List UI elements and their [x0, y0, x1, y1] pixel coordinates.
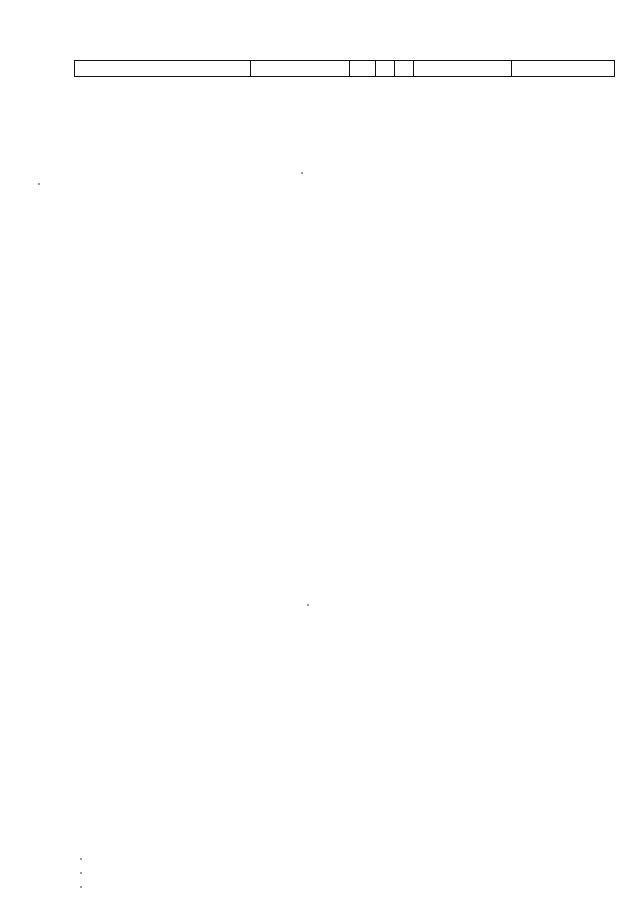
- scan-speck: [307, 604, 309, 606]
- column-header-3: [350, 61, 376, 77]
- scan-speck: [301, 172, 303, 174]
- column-header-6: [414, 61, 512, 77]
- scan-speck: [80, 886, 82, 888]
- column-header-1: [75, 61, 251, 77]
- column-header-row: [75, 61, 615, 77]
- scan-speck: [80, 858, 82, 860]
- scan-speck: [80, 872, 82, 874]
- column-header-4: [376, 61, 395, 77]
- column-header-7: [512, 61, 615, 77]
- column-header-table: [74, 60, 615, 77]
- column-header-5: [395, 61, 414, 77]
- column-header-2: [251, 61, 350, 77]
- scan-speck: [38, 183, 40, 185]
